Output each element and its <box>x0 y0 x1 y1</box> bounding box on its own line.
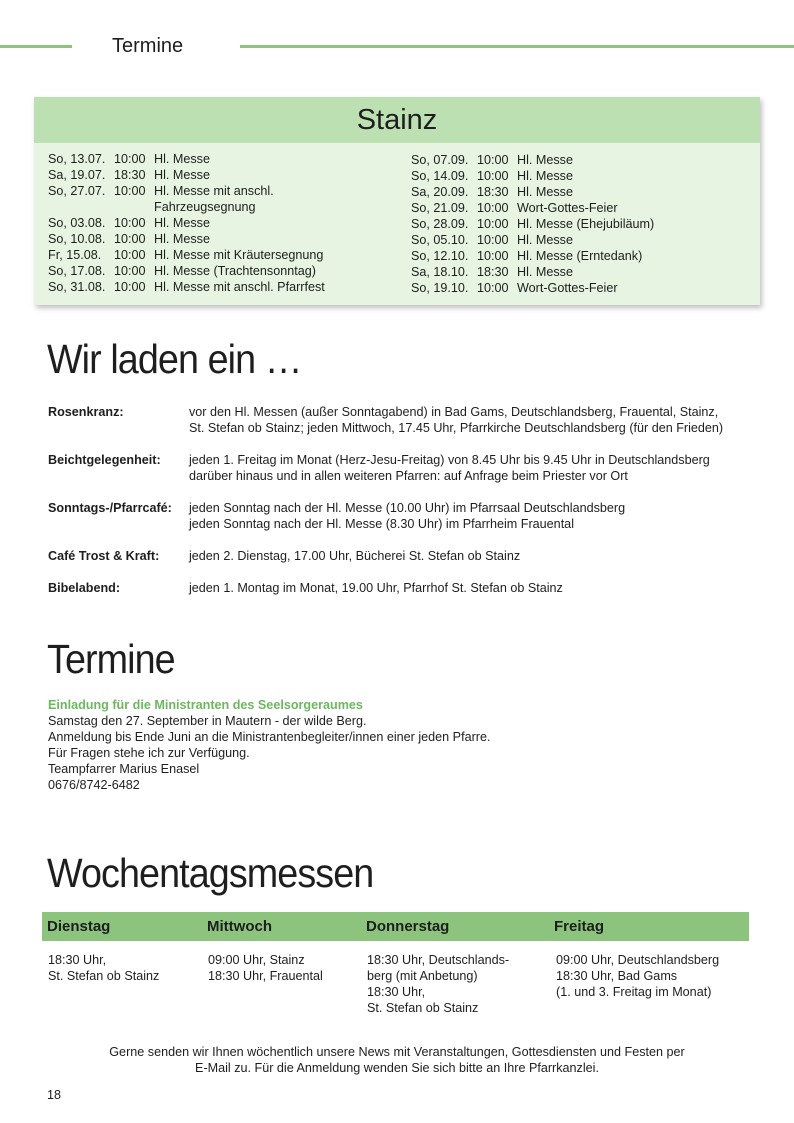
weekday-entry: 18:30 Uhr, Deutschlands- <box>367 953 510 967</box>
schedule-time: 10:00 <box>477 153 509 167</box>
invite-text-line: jeden 2. Dienstag, 17.00 Uhr, Bücherei St. Stefan ob Stainz <box>189 549 521 563</box>
invite-text-line: jeden 1. Montag im Monat, 19.00 Uhr, Pfarrhof St. Stefan ob Stainz <box>189 581 563 595</box>
termine-block <box>48 697 490 793</box>
weekday-column-freitag <box>556 952 719 1000</box>
schedule-event: Hl. Messe <box>517 265 573 279</box>
schedule-row <box>48 231 325 247</box>
weekday-entry: 09:00 Uhr, Stainz <box>208 953 305 967</box>
schedule-time: 10:00 <box>114 264 146 278</box>
invite-label: Rosenkranz: <box>48 405 124 419</box>
invite-label: Sonntags-/Pfarrcafé: <box>48 501 172 515</box>
schedule-row <box>48 247 325 263</box>
schedule-event: Wort-Gottes-Feier <box>517 281 618 295</box>
stainz-schedule-box <box>34 97 760 305</box>
weekday-header-bar <box>42 912 749 941</box>
weekday-day-label: Dienstag <box>47 918 111 935</box>
schedule-date: So, 07.09. <box>411 153 469 167</box>
schedule-event: Hl. Messe mit anschl. Pfarrfest <box>154 280 325 294</box>
schedule-event: Hl. Messe (Erntedank) <box>517 249 643 263</box>
schedule-date: So, 31.08. <box>48 280 106 294</box>
schedule-event: Hl. Messe mit Kräutersegnung <box>154 248 324 262</box>
schedule-date: So, 27.07. <box>48 184 106 198</box>
header-rule-left <box>0 45 72 48</box>
schedule-time: 10:00 <box>477 233 509 247</box>
schedule-event: Hl. Messe <box>517 153 573 167</box>
schedule-time: 18:30 <box>477 265 509 279</box>
schedule-date: So, 19.10. <box>411 281 469 295</box>
invite-text-line: jeden 1. Freitag im Monat (Herz-Jesu-Freitag) von 8.45 Uhr bis 9.45 Uhr in Deutschlandsberg <box>189 453 710 467</box>
schedule-row <box>411 168 654 184</box>
schedule-time: 18:30 <box>114 168 146 182</box>
schedule-date <box>48 199 114 215</box>
schedule-event: Hl. Messe <box>517 169 573 183</box>
newsletter-note-line: Gerne senden wir Ihnen wöchentlich unsere News mit Veranstaltungen, Gottesdiensten und Festen per <box>109 1045 685 1059</box>
schedule-time <box>114 199 154 215</box>
invite-row <box>48 548 768 564</box>
termine-heading: Einladung für die Ministranten des Seelsorgeraumes <box>48 698 363 712</box>
invite-text <box>189 500 768 532</box>
weekday-day-label: Donnerstag <box>366 918 450 935</box>
termine-line: Anmeldung bis Ende Juni an die Ministrantenbegleiter/innen einer jeden Pfarre. <box>48 730 491 744</box>
schedule-date: So, 12.10. <box>411 249 469 263</box>
weekday-entry: berg (mit Anbetung) <box>367 969 478 983</box>
invite-label: Café Trost & Kraft: <box>48 549 160 563</box>
weekday-column-mittwoch <box>208 952 323 984</box>
termine-line: Für Fragen stehe ich zur Verfügung. <box>48 746 250 760</box>
schedule-date: So, 21.09. <box>411 201 469 215</box>
schedule-event: Hl. Messe mit anschl. <box>154 184 274 198</box>
invite-list <box>48 404 768 612</box>
schedule-time: 10:00 <box>477 217 509 231</box>
weekday-entry: St. Stefan ob Stainz <box>48 969 160 983</box>
schedule-date: So, 17.08. <box>48 264 106 278</box>
schedule-date: So, 10.08. <box>48 232 106 246</box>
schedule-event: Hl. Messe <box>154 152 210 166</box>
schedule-event: Hl. Messe (Ehejubiläum) <box>517 217 655 231</box>
invite-row <box>48 404 768 436</box>
schedule-time: 10:00 <box>114 152 146 166</box>
schedule-date: Sa, 19.07. <box>48 168 106 182</box>
invite-text <box>189 452 768 484</box>
weekday-entry: 18:30 Uhr, <box>367 985 426 999</box>
schedule-time: 10:00 <box>114 248 146 262</box>
weekday-title: Wochentagsmessen <box>47 850 374 896</box>
schedule-event: Hl. Messe <box>517 233 573 247</box>
stainz-title: Stainz <box>356 104 438 136</box>
schedule-row <box>48 199 325 215</box>
schedule-time: 10:00 <box>114 232 146 246</box>
newsletter-note <box>0 1044 794 1076</box>
weekday-column-dienstag <box>48 952 159 984</box>
stainz-schedule-left <box>48 151 325 295</box>
termine-line: Teampfarrer Marius Enasel <box>48 762 200 776</box>
schedule-event: Hl. Messe <box>154 216 210 230</box>
invite-text <box>189 580 768 596</box>
invite-text-line: vor den Hl. Messen (außer Sonntagabend) in Bad Gams, Deutschlandsberg, Frauental, Stainz, <box>189 405 719 419</box>
schedule-time: 10:00 <box>477 169 509 183</box>
schedule-row <box>411 200 654 216</box>
invite-text-line: jeden Sonntag nach der Hl. Messe (8.30 Uhr) im Pfarrheim Frauental <box>189 517 574 531</box>
weekday-entry: (1. und 3. Freitag im Monat) <box>556 985 712 999</box>
invite-text-line: St. Stefan ob Stainz; jeden Mittwoch, 17.45 Uhr, Pfarrkirche Deutschlandsberg (für den Frieden) <box>189 421 724 435</box>
weekday-day-label: Mittwoch <box>207 918 272 935</box>
schedule-date: So, 03.08. <box>48 216 106 230</box>
newsletter-note-line: E-Mail zu. Für die Anmeldung wenden Sie sich bitte an Ihre Pfarrkanzlei. <box>195 1061 599 1075</box>
weekday-entry: 18:30 Uhr, <box>48 953 107 967</box>
schedule-event: Wort-Gottes-Feier <box>517 201 618 215</box>
schedule-row <box>411 232 654 248</box>
header-rule-right <box>240 45 794 48</box>
schedule-row <box>48 167 325 183</box>
invite-row <box>48 580 768 596</box>
weekday-entry: 18:30 Uhr, Bad Gams <box>556 969 678 983</box>
schedule-time: 10:00 <box>477 281 509 295</box>
schedule-time: 10:00 <box>477 201 509 215</box>
schedule-row <box>411 264 654 280</box>
schedule-date: So, 14.09. <box>411 169 469 183</box>
invite-text <box>189 548 768 564</box>
schedule-row <box>48 183 325 199</box>
schedule-row <box>48 263 325 279</box>
schedule-date: So, 05.10. <box>411 233 469 247</box>
invite-text-line: darüber hinaus und in allen weiteren Pfarren: auf Anfrage beim Priester vor Ort <box>189 469 628 483</box>
schedule-date: Sa, 18.10. <box>411 265 469 279</box>
schedule-date: So, 28.09. <box>411 217 469 231</box>
schedule-time: 10:00 <box>477 249 509 263</box>
invite-text-line: jeden Sonntag nach der Hl. Messe (10.00 Uhr) im Pfarrsaal Deutschlandsberg <box>189 501 626 515</box>
schedule-row <box>48 279 325 295</box>
page-header-title: Termine <box>112 35 184 57</box>
schedule-time: 10:00 <box>114 184 146 198</box>
schedule-row <box>411 216 654 232</box>
stainz-schedule-right <box>411 152 654 296</box>
termine-title: Termine <box>47 636 175 682</box>
invite-title: Wir laden ein … <box>47 336 302 382</box>
invite-label: Bibelabend: <box>48 581 121 595</box>
weekday-entry: 09:00 Uhr, Deutschlandsberg <box>556 953 720 967</box>
schedule-time: 18:30 <box>477 185 509 199</box>
page-number: 18 <box>47 1088 62 1102</box>
schedule-date: So, 13.07. <box>48 152 106 166</box>
schedule-event: Fahrzeugsegnung <box>154 200 256 214</box>
schedule-row <box>48 151 325 167</box>
invite-label: Beichtgelegenheit: <box>48 453 161 467</box>
schedule-date: Sa, 20.09. <box>411 185 469 199</box>
invite-row <box>48 500 768 532</box>
schedule-row <box>411 184 654 200</box>
invite-text <box>189 404 768 436</box>
weekday-day-label: Freitag <box>554 918 605 935</box>
stainz-header <box>34 97 760 143</box>
schedule-event: Hl. Messe <box>517 185 573 199</box>
schedule-row <box>411 280 654 296</box>
invite-row <box>48 452 768 484</box>
weekday-entry: St. Stefan ob Stainz <box>367 1001 479 1015</box>
schedule-row <box>48 215 325 231</box>
schedule-event: Hl. Messe <box>154 232 210 246</box>
schedule-date: Fr, 15.08. <box>48 248 102 262</box>
termine-line: 0676/8742-6482 <box>48 778 140 792</box>
schedule-event: Hl. Messe <box>154 168 210 182</box>
weekday-entry: 18:30 Uhr, Frauental <box>208 969 323 983</box>
schedule-row <box>411 248 654 264</box>
schedule-event: Hl. Messe (Trachtensonntag) <box>154 264 316 278</box>
schedule-time: 10:00 <box>114 216 146 230</box>
schedule-row <box>411 152 654 168</box>
weekday-column-donnerstag <box>367 952 509 1016</box>
termine-line: Samstag den 27. September in Mautern - der wilde Berg. <box>48 714 367 728</box>
schedule-time: 10:00 <box>114 280 146 294</box>
